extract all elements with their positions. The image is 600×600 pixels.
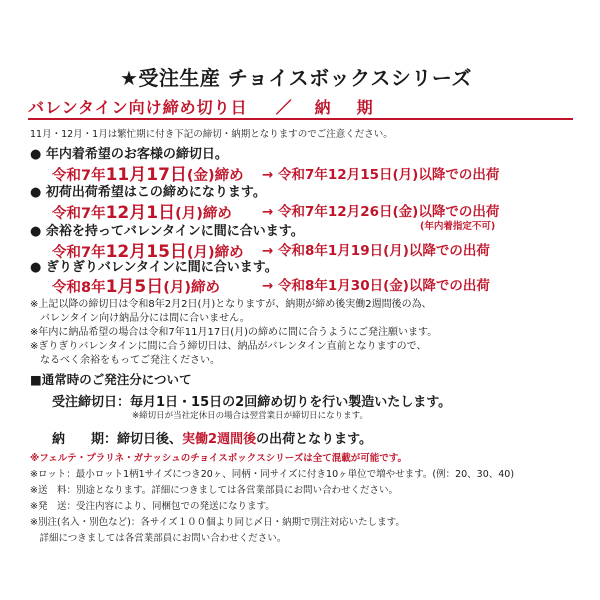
item-4-deadline-year: 令和8年 [52, 280, 106, 296]
note-line: ※上記以降の締切日は令和8年2月2日(月)となりますが、納期が締め後実働2週間後の為、 [30, 299, 432, 310]
item-2-deadline-date: 12月1日 [105, 203, 176, 223]
subtitle-underline [28, 118, 573, 120]
item-3-deadline-date: 12月15日 [105, 242, 187, 262]
mixed-load-note: ※フェルテ・プラリネ・ガナッシュのチョイスボックスシリーズは全て混載が可能です。 [30, 453, 407, 464]
busy-season-notice: 11月・12月・1月は繁忙期に付き下記の締切・納期となりますのでご注意ください。 [30, 129, 393, 140]
delivery-highlight: 実働2週間後 [182, 432, 257, 447]
item-4-deadline-date: 1月5日 [105, 277, 164, 297]
footer-note: ※ロット：最小ロット1柄1サイズにつき20ヶ、同柄・同サイズに付き10ヶ単位で増やせます。(例：20、30、40) [30, 469, 515, 480]
footer-note: ※別注(名入・別色など)：各サイズ１００個より同じ〆日・納期で別注対応いたします。 [30, 517, 405, 528]
item-1-deadline-year: 令和7年 [52, 168, 106, 184]
normal-orders-heading: ■通常時のご発注分について [30, 372, 192, 387]
page-title: ★受注生産 チョイスボックスシリーズ [120, 66, 472, 90]
item-4-ship-date: → 令和8年1月30日(金)以降での出荷 [262, 278, 490, 294]
item-2-ship-date: → 令和7年12月26日(金)以降での出荷 [262, 204, 500, 220]
item-4-deadline [52, 272, 220, 297]
delivery-pre: 締切日後、 [117, 432, 183, 447]
item-3-deadline-suffix: (月)締め [186, 245, 244, 261]
delivery-post: の出荷となります。 [256, 432, 373, 447]
note-line: なるべく余裕をもってご発注ください。 [30, 355, 220, 366]
footer-note: ※送 料：別途となります。詳細につきましては各営業部員にお問い合わせください。 [30, 485, 399, 496]
item-4-deadline-suffix: (月)締め [163, 280, 221, 296]
subtitle [28, 95, 399, 118]
subtitle-deadline-label: バレンタイン向け締め切り日 [28, 98, 248, 117]
footer-note: ※発 送：受注内容により、同梱包での発送になります。 [30, 501, 275, 512]
subtitle-delivery-label: 納期 [314, 98, 399, 117]
delivery-label: 納 期： [52, 432, 118, 447]
item-2-ship-note: (年内着指定不可) [420, 221, 496, 232]
item-1-ship-date: → 令和7年12月15日(月)以降での出荷 [262, 167, 500, 183]
note-line: バレンタイン向け納品分には間に合いません。 [30, 313, 250, 324]
footer-note: 詳細につきましては各営業部員にお問い合わせください。 [30, 533, 287, 544]
cutoff-label: 受注締切日： [52, 395, 131, 410]
item-1-deadline-suffix: (金)締め [186, 168, 244, 184]
cutoff-text: 毎月1日・15日の2回締め切りを行い製造いたします。 [130, 395, 452, 410]
item-2-heading: ● 初荷出荷希望はこの締めになります。 [30, 185, 266, 200]
delivery-row [52, 428, 372, 447]
item-3-ship-date: → 令和8年1月19日(月)以降での出荷 [262, 243, 490, 259]
item-2-deadline-year: 令和7年 [52, 206, 106, 222]
subtitle-slash: ／ [275, 98, 293, 117]
note-line: ※年内に納品希望の場合は令和7年11月17日(月)の締めに間に合うようにご発注願います。 [30, 327, 438, 338]
cutoff-note: ※締切日が当社定休日の場合は翌営業日が締切日になります。 [132, 411, 368, 421]
item-4-heading: ● ぎりぎりバレンタインに間に合います。 [30, 260, 278, 275]
item-2-deadline-suffix: (月)締め [175, 206, 232, 222]
item-3-deadline-year: 令和7年 [52, 245, 106, 261]
item-1-deadline-date: 11月17日 [105, 165, 187, 185]
note-line: ※ぎりぎりバレンタインに間に合う締切日は、納品がバレンタイン直前となりますので、 [30, 341, 427, 352]
cutoff-row [52, 391, 451, 410]
item-1-heading: ● 年内着希望のお客様の締切日。 [30, 147, 228, 162]
item-3-heading: ● 余裕を持ってバレンタインに間に合います。 [30, 224, 304, 239]
